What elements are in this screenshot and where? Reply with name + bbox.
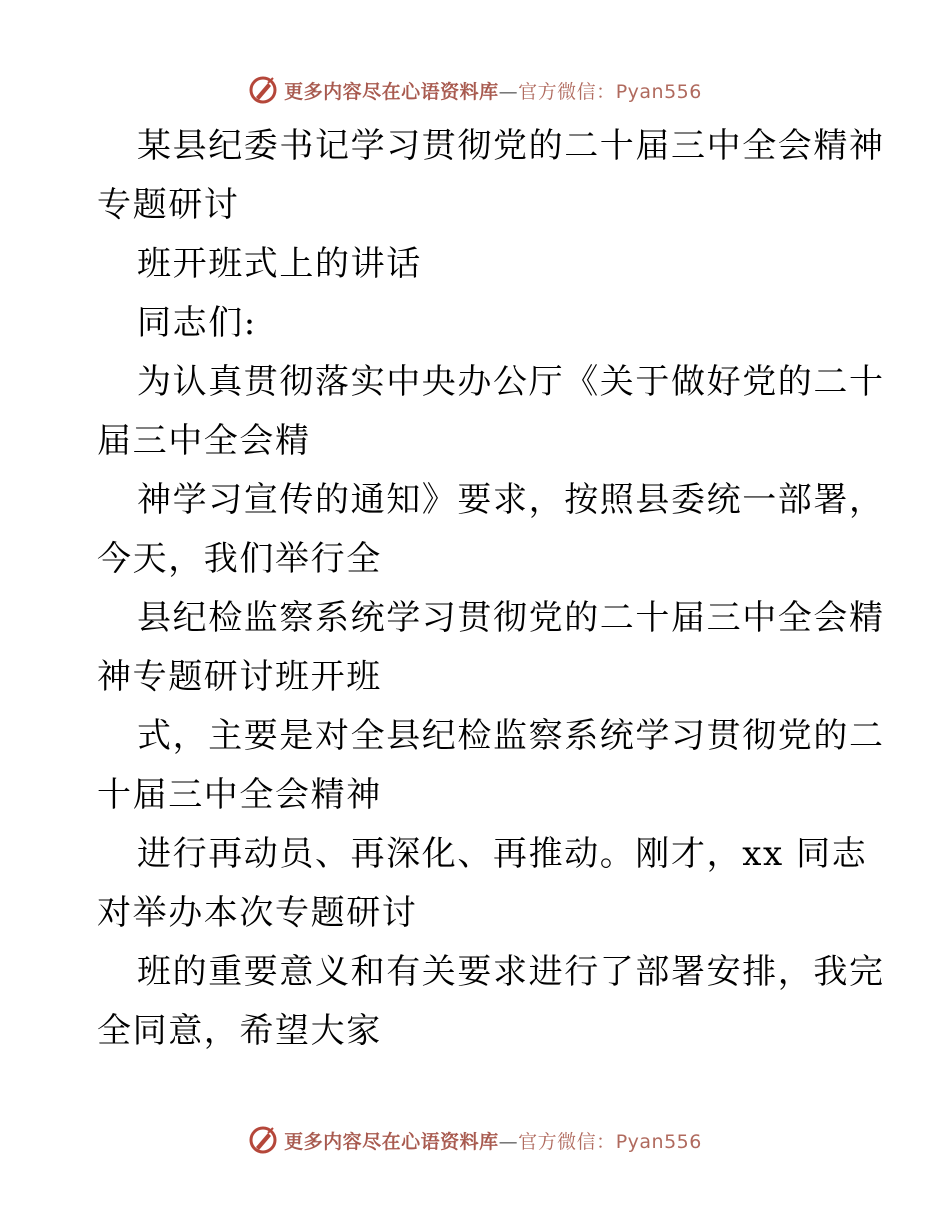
document-line: 进行再动员、再深化、再推动。刚才，xx 同志 <box>137 834 868 874</box>
watermark-site-name: 更多内容尽在心语资料库 <box>284 1130 499 1153</box>
document-line: 全同意，希望大家 <box>97 1011 382 1051</box>
document-line: 专题研讨 <box>97 185 240 225</box>
document-line: 同志们: <box>137 303 257 343</box>
watermark-wechat-label: 官方微信： <box>518 1130 616 1153</box>
footer-watermark-banner <box>0 1120 950 1160</box>
document-line: 班开班式上的讲话 <box>137 244 422 284</box>
watermark-dash: — <box>498 80 519 103</box>
watermark-wechat-id: Pyan556 <box>615 80 702 103</box>
document-line: 对举办本次专题研讨 <box>97 893 418 933</box>
document-line: 十届三中全会精神 <box>97 775 382 815</box>
document-line: 式，主要是对全县纪检监察系统学习贯彻党的二 <box>137 716 885 756</box>
watermark-dash: — <box>498 1130 519 1153</box>
document-body <box>97 117 885 1061</box>
document-line: 为认真贯彻落实中央办公厅《关于做好党的二十 <box>137 362 885 402</box>
document-line: 神学习宣传的通知》要求，按照县委统一部署， <box>137 480 885 520</box>
watermark-wechat-id: Pyan556 <box>615 1130 702 1153</box>
document-line: 某县纪委书记学习贯彻党的二十届三中全会精神 <box>137 126 885 166</box>
document-line: 届三中全会精 <box>97 421 311 461</box>
document-line: 今天，我们举行全 <box>97 539 382 579</box>
quill-seal-logo-icon <box>248 1125 278 1155</box>
document-line: 神专题研讨班开班 <box>97 657 382 697</box>
document-line: 班的重要意义和有关要求进行了部署安排，我完 <box>137 952 885 992</box>
watermark-text <box>284 1127 702 1154</box>
header-watermark-banner <box>0 70 950 110</box>
document-line: 县纪检监察系统学习贯彻党的二十届三中全会精 <box>137 598 885 638</box>
watermark-site-name: 更多内容尽在心语资料库 <box>284 80 499 103</box>
watermark-text <box>284 77 702 104</box>
watermark-wechat-label: 官方微信： <box>518 80 616 103</box>
quill-seal-logo-icon <box>248 75 278 105</box>
